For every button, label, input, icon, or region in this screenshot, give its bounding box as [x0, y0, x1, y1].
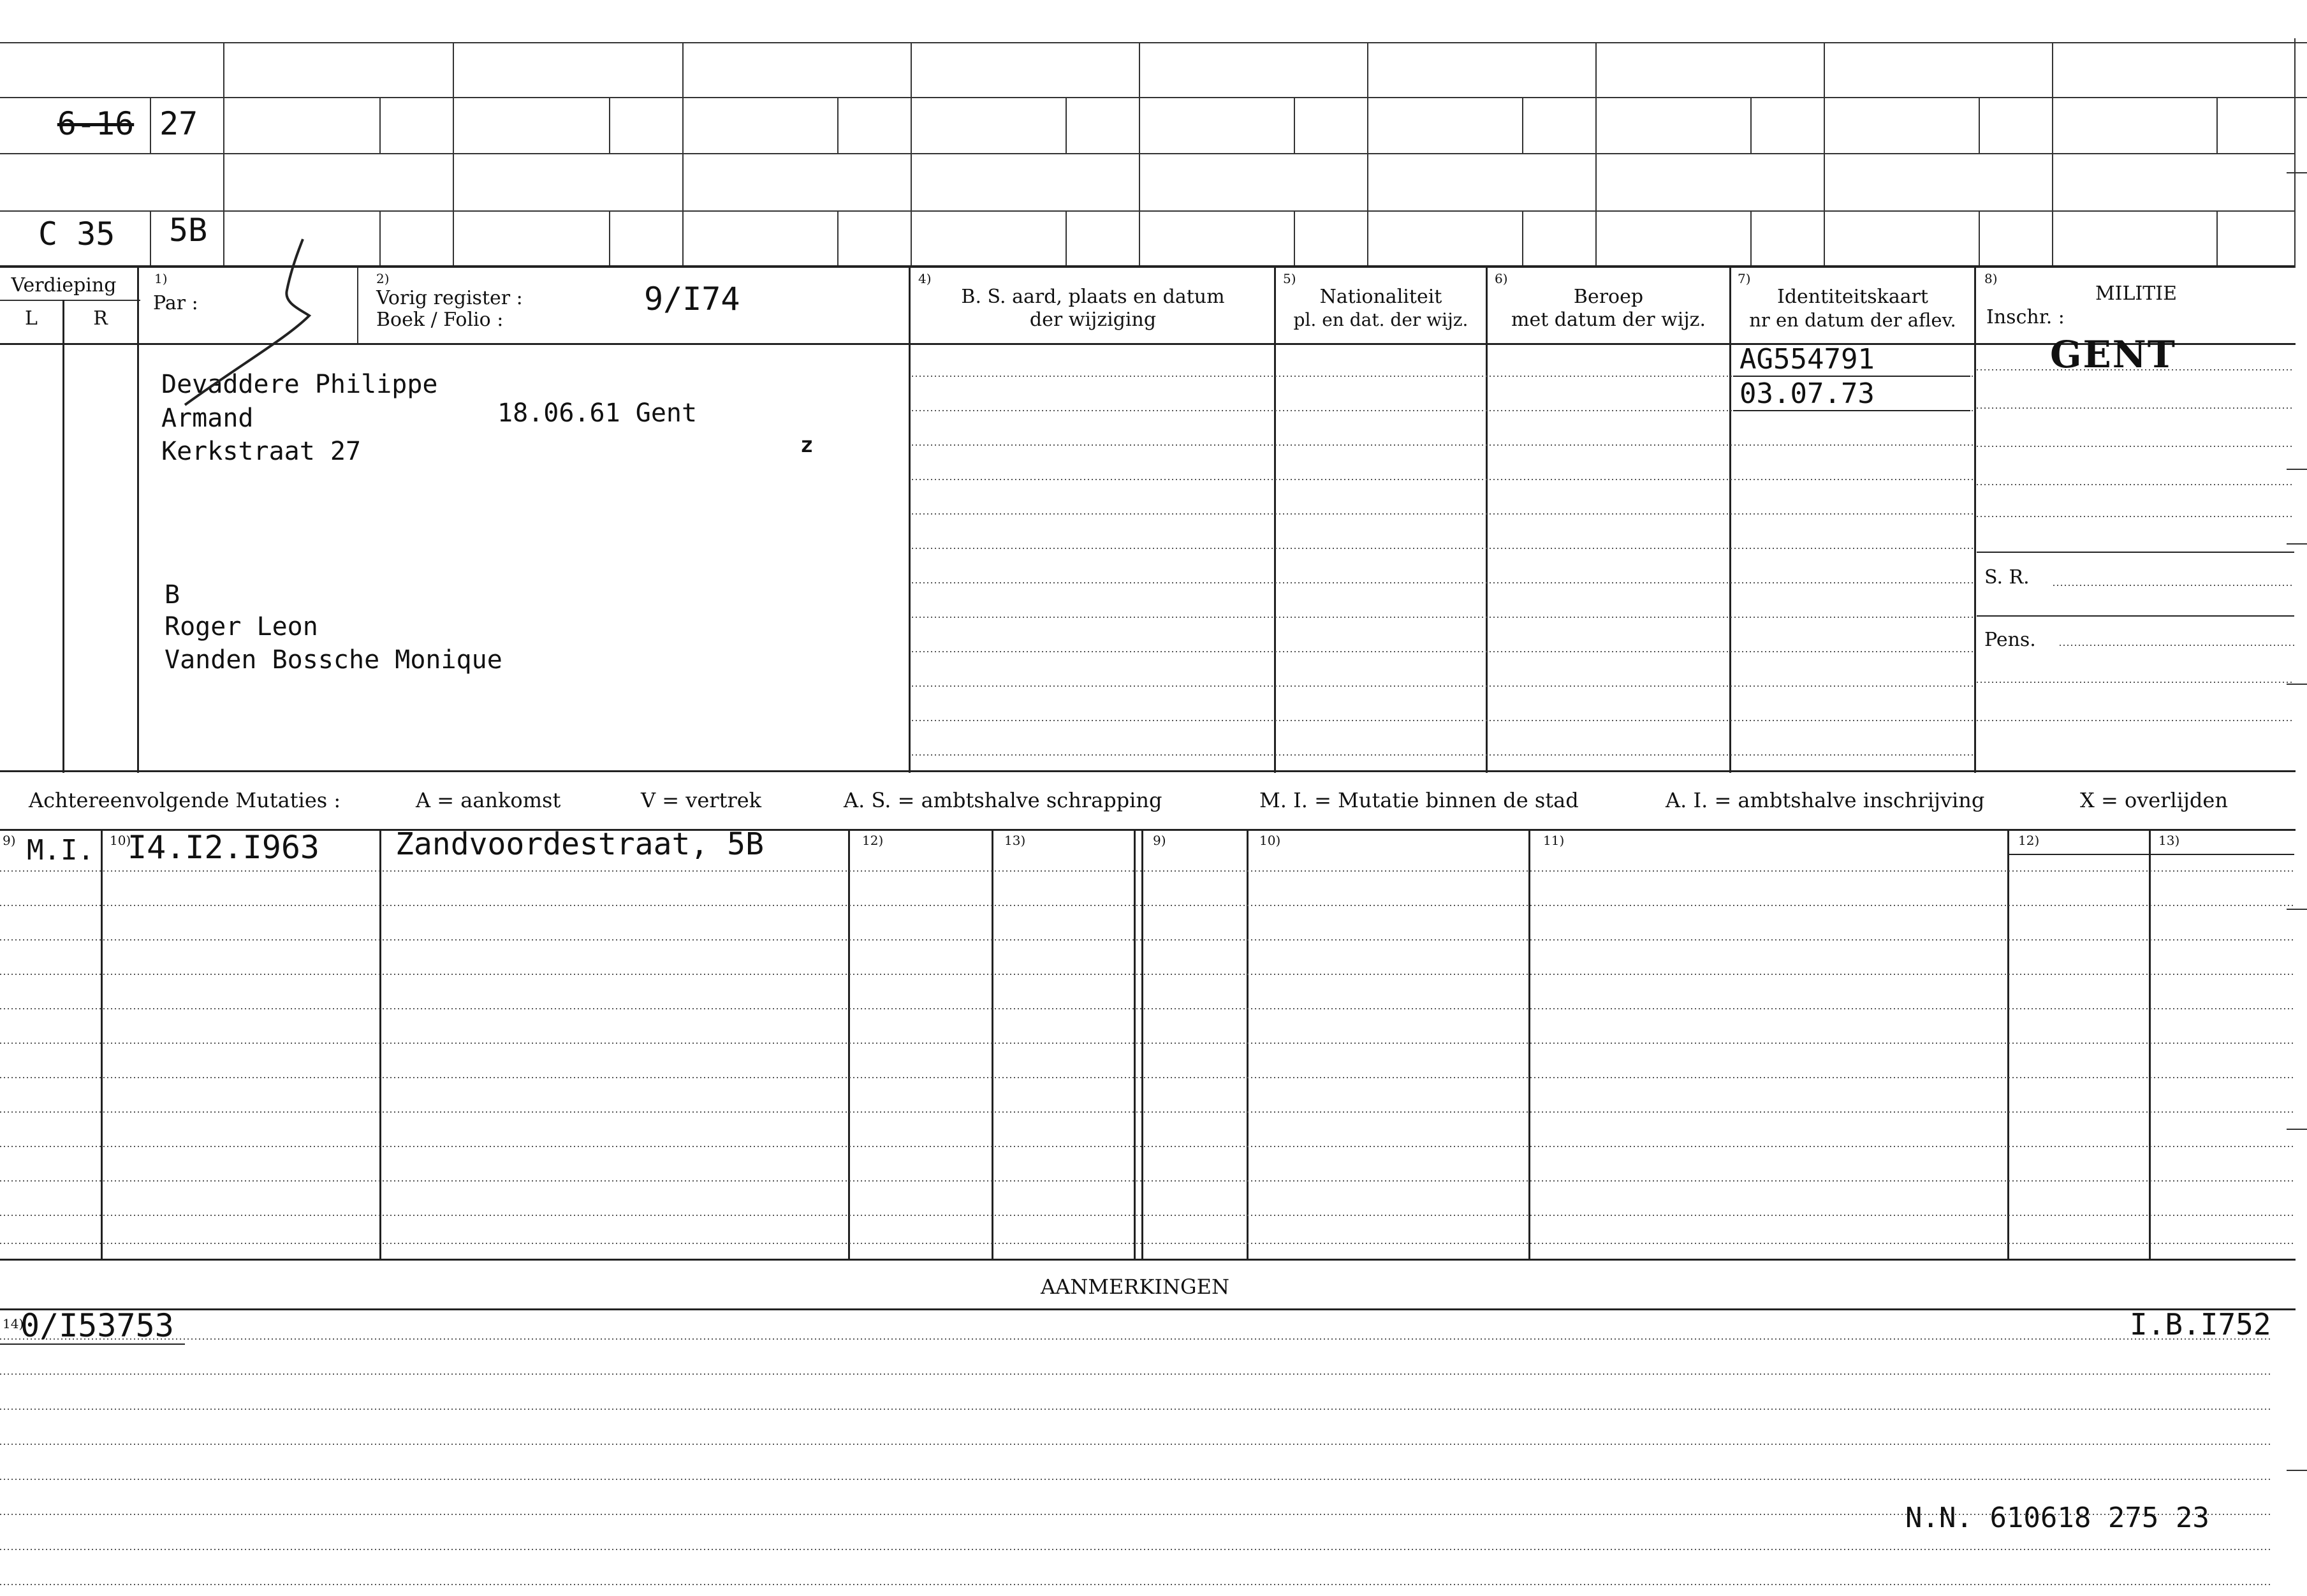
legend-title: Achtereenvolgende Mutaties :: [29, 788, 341, 812]
edge-tick: [2287, 1470, 2307, 1471]
z-mark: z: [800, 432, 814, 458]
edge-tick: [2287, 469, 2307, 470]
person-name: Devaddere Philippe: [161, 370, 438, 399]
mut-left-col10-number: 10): [110, 833, 131, 848]
mut-left-col13-number: 13): [1004, 833, 1026, 848]
mutation-date: I4.I2.I963: [128, 829, 320, 866]
top-row3-left: C 35: [38, 216, 115, 253]
militie-label: MILITIE: [2095, 282, 2178, 305]
mut-right-col13-number: 13): [2158, 833, 2180, 848]
top-row1-left: 6-16: [57, 105, 135, 142]
mut-left-col9-number: 9): [3, 833, 16, 848]
remarks-number: 14): [3, 1316, 24, 1331]
id-card-number: AG554791: [1739, 343, 1875, 376]
col6-number: 6): [1495, 271, 1508, 286]
mut-left-col12-number: 12): [862, 833, 884, 848]
edge-tick: [2287, 684, 2307, 685]
edge-tick: [2287, 97, 2307, 98]
verdieping-label: Verdieping: [11, 274, 117, 297]
col5-number: 5): [1283, 271, 1296, 286]
mutation-type: M.I.: [27, 834, 94, 867]
legend-mi: M. I. = Mutatie binnen de stad: [1259, 788, 1579, 812]
mutation-address: Zandvoordestraat, 5B: [395, 826, 764, 862]
col7-line2: nr en datum der aflev.: [1749, 309, 1956, 331]
b-mark: B: [165, 580, 180, 610]
mut-right-col9-number: 9): [1153, 833, 1166, 848]
remarks-title: AANMERKINGEN: [1041, 1275, 1229, 1299]
col6-line1: Beroep: [1573, 286, 1644, 308]
col4-line2: der wijziging: [1029, 309, 1157, 331]
national-number: N.N. 610618 275 23: [1905, 1502, 2209, 1534]
col4-line1: B. S. aard, plaats en datum: [961, 286, 1225, 308]
edge-tick: [2287, 172, 2307, 173]
l-label: L: [25, 307, 38, 330]
mut-right-col10-number: 10): [1259, 833, 1281, 848]
mother-name: Vanden Bossche Monique: [165, 645, 502, 675]
col5-line2: pl. en dat. der wijz.: [1293, 309, 1468, 330]
top-row1-mid: 27: [159, 105, 198, 142]
col4-number: 4): [918, 271, 932, 286]
legend-x: X = overlijden: [2080, 788, 2228, 812]
legend-ai: A. I. = ambtshalve inschrijving: [1666, 788, 1985, 812]
sr-label: S. R.: [1984, 566, 2030, 589]
edge-tick: [2287, 909, 2307, 910]
pens-label: Pens.: [1984, 629, 2036, 651]
edge-tick: [2287, 1129, 2307, 1130]
col2-number: 2): [376, 271, 390, 286]
legend-v: V = vertrek: [641, 788, 762, 812]
mut-right-col11-number: 11): [1543, 833, 1565, 848]
inschr-label: Inschr. :: [1986, 306, 2065, 328]
person-first-name: Armand: [161, 404, 254, 433]
remarks-right-value: I.B.I752: [2130, 1307, 2271, 1342]
col5-line1: Nationaliteit: [1319, 286, 1442, 308]
father-name: Roger Leon: [165, 612, 318, 641]
vorig-register-value: 9/I74: [644, 281, 740, 318]
birth-date-place: 18.06.61 Gent: [497, 399, 698, 428]
militie-stamp: GENT: [2050, 333, 2176, 376]
legend-a: A = aankomst: [416, 788, 561, 812]
remarks-left-value: 0/I53753: [20, 1307, 174, 1344]
col6-line2: met datum der wijz.: [1511, 309, 1706, 331]
col7-line1: Identiteitskaart: [1777, 286, 1928, 308]
vorig-register-label: Vorig register :: [376, 287, 523, 309]
col8-number: 8): [1984, 271, 1998, 286]
top-row3-mid: 5B: [169, 212, 208, 249]
par-label: Par :: [153, 292, 198, 314]
mut-right-col12-number: 12): [2018, 833, 2040, 848]
id-card-date: 03.07.73: [1739, 377, 1875, 410]
col1-number: 1): [154, 271, 168, 286]
edge-tick: [2287, 543, 2307, 545]
legend-as: A. S. = ambtshalve schrapping: [844, 788, 1162, 812]
col7-number: 7): [1738, 271, 1751, 286]
boek-folio-label: Boek / Folio :: [376, 309, 504, 331]
address: Kerkstraat 27: [161, 437, 362, 466]
r-label: R: [93, 307, 108, 330]
